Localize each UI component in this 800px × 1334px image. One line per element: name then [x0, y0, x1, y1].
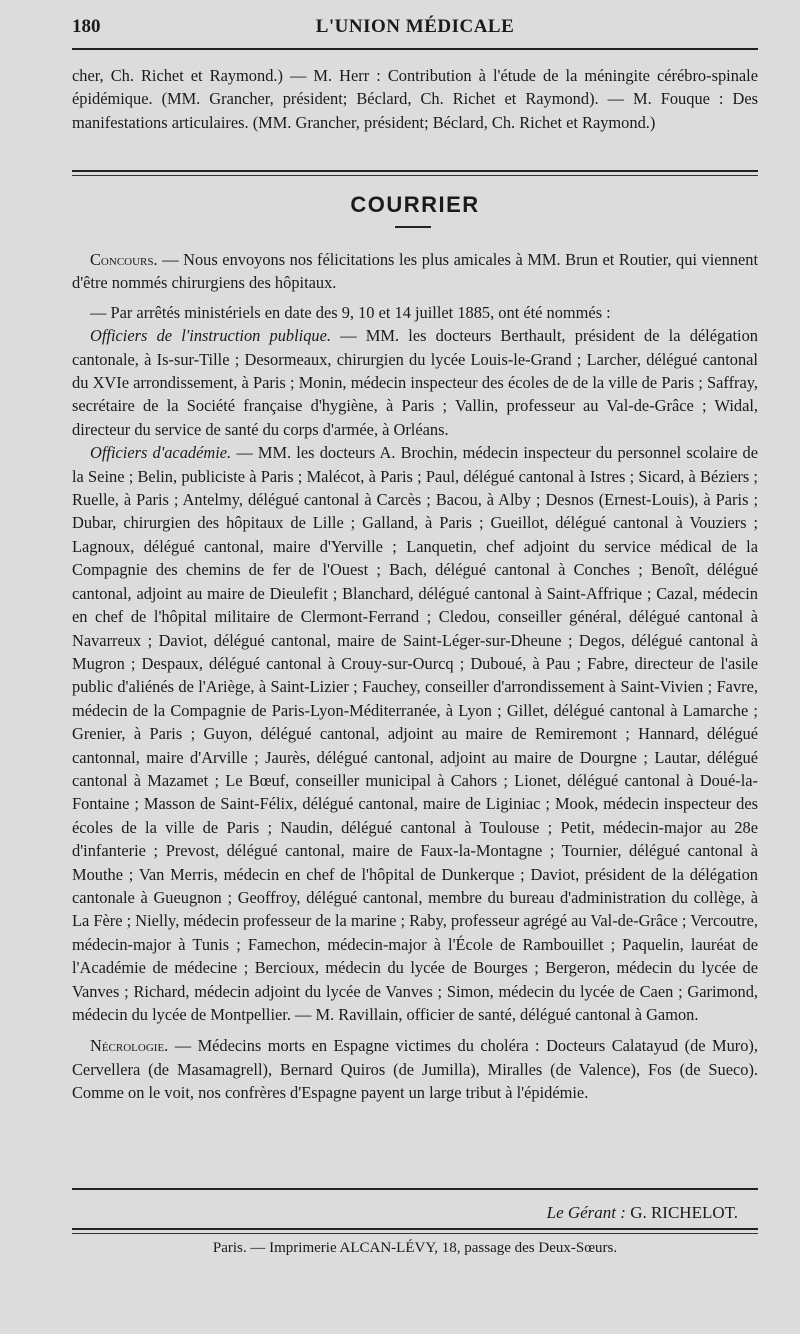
concours-paragraph [72, 248, 758, 295]
concours-text: — Nous envoyons nos félicitations les plus amicales à MM. Brun et Routier, qui viennent d'être nommés chirurgiens des hôpitaux. [72, 250, 758, 293]
page-number: 180 [72, 16, 101, 37]
footer-rule-bottom [72, 1228, 758, 1230]
footer-rule-top [72, 1188, 758, 1190]
header-rule [72, 48, 758, 50]
footer-rule-thin [72, 1233, 758, 1234]
top-paragraph-text: cher, Ch. Richet et Raymond.) — M. Herr : Contribution à l'étude de la méningite cérébro-spinale épidémique. (MM. Grancher, président; Béclard, Ch. Richet et Raymond). — M. Fouque : Des manifestations articulaires. (MM. Grancher, président; Béclard, Ch. Richet et Raymond.) [72, 66, 758, 132]
arretes-paragraph: — Par arrêtés ministériels en date des 9, 10 et 14 juillet 1885, ont été nommés : [90, 302, 611, 322]
necrologie-text: — Médecins morts en Espagne victimes du choléra : Docteurs Calatayud (de Muro), Cervellera (de Masamagrell), Bernard Quiros (de Jumilla), Miralles (de Valence), Fos (de Sueco). Comme on le voit, nos confrères d'Espagne payent un large tribut à l'épidémie. [72, 1036, 758, 1103]
imprint-line: Paris. — Imprimerie ALCAN-LÉVY, 18, passage des Deux-Sœurs. [212, 1240, 618, 1256]
academie-text: — MM. les docteurs A. Brochin, médecin inspecteur du personnel scolaire de la Seine ; Belin, publiciste à Paris ; Malécot, à Paris ; Paul, délégué cantonal à Istres ; Sicard, à Béziers ; Ruelle, à Paris ; Antelmy, délégué cantonal à Carcès ; Bacou, à Alby ; Desnos (Ernest-Louis), à Paris ; Dubar, chirurgien des hôpitaux de Lille ; Galland, à Paris ; Gueillot, délégué cantonal à Vouziers ; Lagnoux, délégué cantonal, maire d'Yerville ; Lanquetin, chef adjoint du service médical de la Compagnie des chemins de fer de l'Ouest ; Bach, délégué cantonal à Conches ; Benoît, délégué cantonal, adjoint au maire de Dieulefit ; Blanchard, délégué cantonal à Saint-Affrique ; Cazal, médecin en chef de l'hôpital militaire de Clermont-Ferrand ; Cledou, conseiller général, délégué cantonal à Navarreux ; Daviot, délégué cantonal, maire de Saint-Léger-sur-Dheune ; Degos, délégué cantonal à Mugron ; Despaux, délégué cantonal à Crouy-sur-Ourcq ; Duboué, à Pau ; Fabre, directeur de l'asile public d'aliénés de l'Ariège, à Saint-Lizier ; Fauchey, conseiller d'arrondissement à Saint-Vivien ; Favre, médecin de la Compagnie de Paris-Lyon-Méditerranée, à Lyon ; Gillet, délégué cantonal à Lamarche ; Grenier, à Paris ; Guyon, délégué cantonal, adjoint au maire de Remiremont ; Hannard, délégué cantonnal, maire d'Arville ; Jaurès, délégué cantonal, adjoint au maire de Dourgne ; Lautar, délégué cantonal à Mazamet ; Le Bœuf, conseiller municipal à Cahors ; Lionet, délégué cantonal à Doué-la-Fontaine ; Masson de Saint-Félix, délégué cantonal, maire de Liginiac ; Mook, médecin inspecteur des écoles de la ville de Paris ; Naudin, délégué cantonal à Toulouse ; Petit, médecin-major au 28e d'infanterie ; Prevost, délégué cantonal, maire de Faux-la-Montagne ; Tournier, délégué cantonal à Mouthe ; Van Merris, médecin en chef de l'hôpital de Dunkerque ; Daviot, président de la délégation cantonale à Gueugnon ; Geoffroy, délégué cantonal, membre du bureau d'administration du collège, à La Fère ; Nielly, médecin professeur de la marine ; Raby, professeur agrégé au Val-de-Grâce ; Vercoutre, médecin-major à Tunis ; Famechon, médecin-major à l'École de Rambouillet ; Paquelin, lauréat de l'Académie de médecine ; Bercioux, médecin du lycée de Bourges ; Bergeron, médecin du lycée de Vanves ; Richard, médecin adjoint du lycée de Vanves ; Simon, médecin du lycée de Caen ; Garimond, médecin du lycée de Montpellier. — M. Ravillain, officier de santé, délégué cantonal à Gamon. [72, 443, 758, 1024]
section-title: COURRIER [350, 192, 480, 217]
title-dash [395, 226, 431, 228]
academie-label: Officiers d'académie. [90, 443, 232, 463]
top-paragraph [72, 64, 758, 134]
section-rule-top [72, 170, 758, 172]
instruction-text: — MM. les docteurs Berthault, président de la délégation cantonale, à Is-sur-Tille ; Desormeaux, chirurgien du lycée Louis-le-Grand ; Larcher, délégué cantonal du XVIe arrondissement, à Paris ; Monin, médecin inspecteur des écoles de de la ville de Paris ; Saffray, secrétaire de la Société française d'hygiène, à Paris ; Vallin, professeur au Val-de-Grâce ; Widal, directeur du service de santé du corps d'armée, à Orléans. [72, 326, 758, 439]
running-title: L'UNION MÉDICALE [315, 16, 515, 37]
necrologie-label: Nécrologie. [90, 1036, 169, 1056]
academie-paragraph [72, 441, 758, 1026]
page-header [72, 16, 758, 46]
section-rule-bottom [72, 175, 758, 176]
concours-label: Concours. [90, 250, 158, 269]
gerant-label: Le Gérant : [546, 1203, 626, 1222]
gerant-signature [547, 1203, 738, 1223]
instruction-paragraph [72, 324, 758, 441]
necrologie-paragraph [72, 1034, 758, 1104]
gerant-name: G. RICHELOT. [630, 1203, 738, 1222]
instruction-label: Officiers de l'instruction publique. [90, 326, 331, 346]
main-text [72, 248, 758, 1105]
